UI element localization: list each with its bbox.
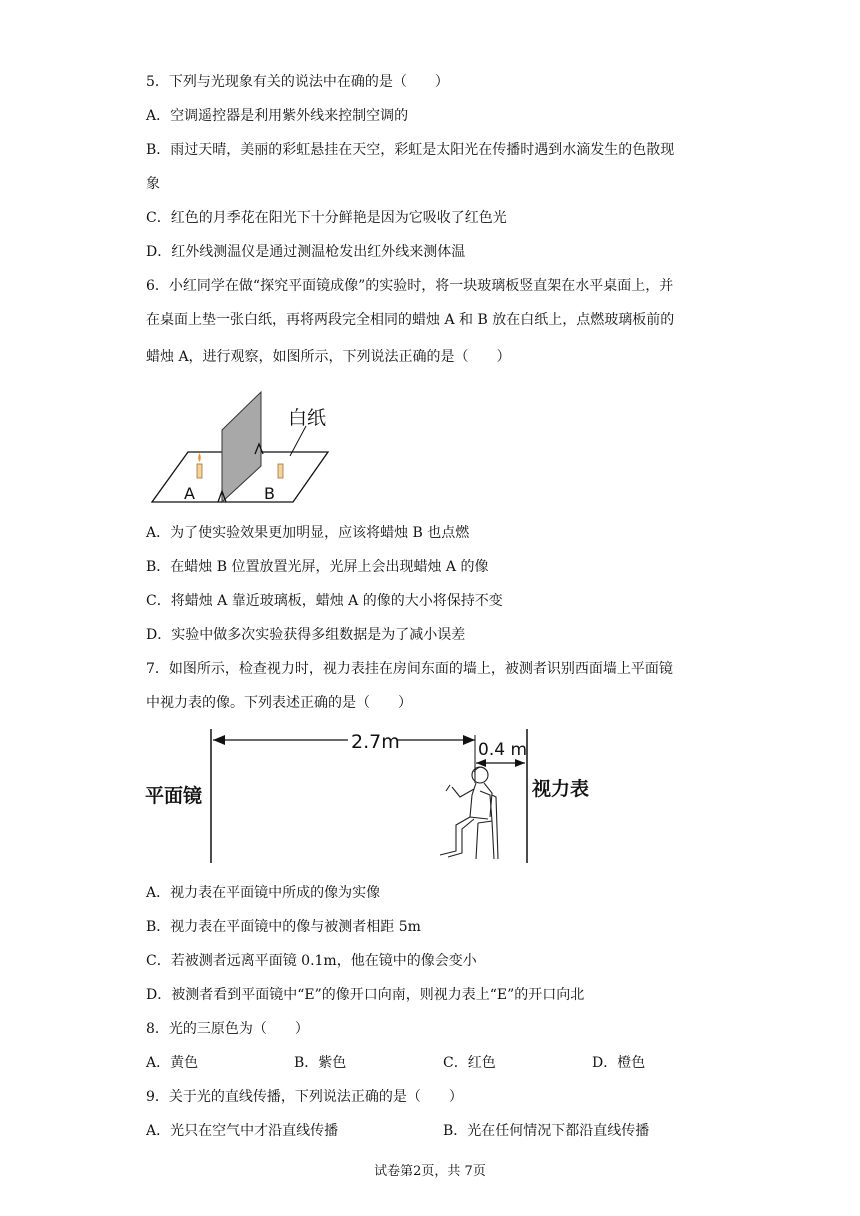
small-arrow-head-right (515, 759, 525, 767)
q6-stem-line2: 在桌面上垫一张白纸，再将两段完全相同的蜡烛 A 和 B 放在白纸上，点燃玻璃板前的 (146, 312, 675, 328)
paper-label: 白纸 (288, 407, 327, 429)
q8-option-c: C．红色 (443, 1055, 496, 1071)
q8-stem: 8．光的三原色为（ ） (146, 1021, 309, 1037)
q6-option-b: B．在蜡烛 B 位置放置光屏，光屏上会出现蜡烛 A 的像 (146, 559, 489, 575)
candle-b (278, 464, 283, 478)
seated-person-illustration (440, 767, 498, 859)
mirror-label: 平面镜 (145, 785, 203, 807)
mirror-experiment-figure (148, 390, 348, 508)
q8-option-a: A．黄色 (146, 1055, 199, 1071)
eye-chart-figure (140, 725, 610, 870)
distance-total-label: 2.7m (351, 731, 400, 753)
candle-a (197, 464, 202, 478)
q6-option-d: D．实验中做多次实验获得多组数据是为了减小误差 (146, 627, 466, 643)
q7-option-a: A．视力表在平面镜中所成的像为实像 (146, 885, 381, 901)
q7-option-b: B．视力表在平面镜中的像与被测者相距 5m (146, 919, 421, 935)
arrow-head-right (463, 735, 475, 745)
q5-option-a: A．空调遥控器是利用紫外线来控制空调的 (146, 108, 409, 124)
q9-option-a: A．光只在空气中才沿直线传播 (146, 1123, 339, 1139)
q6-option-c: C．将蜡烛 A 靠近玻璃板，蜡烛 A 的像的大小将保持不变 (146, 593, 503, 609)
q7-option-d: D．被测者看到平面镜中“E”的像开口向南，则视力表上“E”的开口向北 (146, 987, 585, 1003)
page-footer: 试卷第2页，共 7页 (374, 1164, 486, 1179)
q5-option-b: B．雨过天晴，美丽的彩虹悬挂在天空，彩虹是太阳光在传播时遇到水滴发生的色散现 (146, 142, 675, 158)
q8-option-b: B．紫色 (294, 1055, 347, 1071)
distance-small-label: 0.4 m (478, 740, 527, 760)
q7-stem-line2: 中视力表的像。下列表述正确的是（ ） (146, 695, 412, 711)
q5-stem: 5．下列与光现象有关的说法中在确的是（ ） (146, 74, 449, 90)
small-arrow-head-left (476, 759, 486, 767)
candle-b-label: B (264, 484, 275, 503)
q9-stem: 9．关于光的直线传播，下列说法正确的是（ ） (146, 1089, 463, 1105)
q6-option-a: A．为了使实验效果更加明显，应该将蜡烛 B 也点燃 (146, 525, 470, 541)
q8-option-d: D．橙色 (592, 1055, 646, 1071)
q9-option-b: B．光在任何情况下都沿直线传播 (443, 1123, 650, 1139)
q5-option-d: D．红外线测温仪是通过测温枪发出红外线来测体温 (146, 244, 466, 260)
arrow-head-left (213, 735, 225, 745)
q7-stem-line1: 7．如图所示，检查视力时，视力表挂在房间东面的墙上，被测者识别西面墙上平面镜 (146, 661, 673, 677)
q6-stem-line3: 蜡烛 A，进行观察，如图所示，下列说法正确的是（ ） (146, 349, 511, 365)
q7-option-c: C．若被测者远离平面镜 0.1m，他在镜中的像会变小 (146, 953, 477, 969)
candle-a-label: A (184, 484, 195, 503)
eye-chart-label: 视力表 (532, 778, 590, 800)
q6-stem-line1: 6．小红同学在做“探究平面镜成像”的实验时，将一块玻璃板竖直架在水平桌面上，并 (146, 278, 674, 294)
q5-option-b-cont: 象 (146, 176, 160, 192)
q5-option-c: C．红色的月季花在阳光下十分鲜艳是因为它吸收了红色光 (146, 210, 507, 226)
